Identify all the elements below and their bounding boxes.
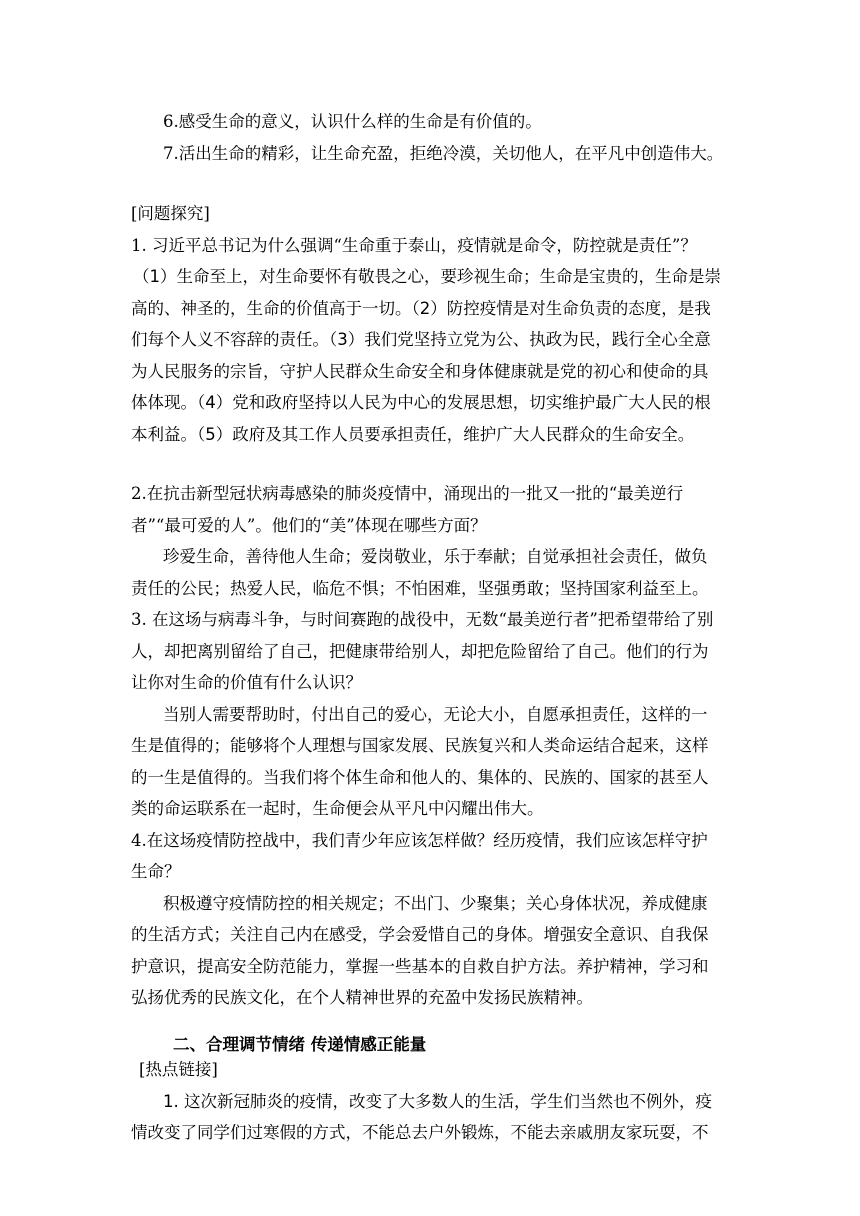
answer-2-line: 责任的公民；热爱人民，临危不惧；不怕困难，坚强勇敢；坚持国家利益至上。	[131, 579, 709, 598]
answer-4-line: 的生活方式；关注自己内在感受，学会爱惜自己的身体。增强安全意识、自我保	[131, 925, 709, 944]
answer-3-line: 生是值得的；能够将个人理想与国家发展、民族复兴和人类命运结合起来，这样	[131, 736, 709, 755]
answer-3-line: 类的命运联系在一起时，生命便会从平凡中闪耀出伟大。	[131, 799, 544, 818]
answer-1-line: 为人民服务的宗旨，守护人民群众生命安全和身体健康就是党的初心和使命的具	[131, 362, 709, 381]
goal-6: 6.感受生命的意义，认识什么样的生命是有价值的。	[163, 112, 542, 131]
question-4-line: 4.在这场疫情防控战中，我们青少年应该怎样做？经历疫情，我们应该怎样守护	[131, 831, 708, 850]
answer-2-line: 珍爱生命，善待他人生命；爱岗敬业，乐于奉献；自觉承担社会责任，做负	[163, 547, 708, 566]
answer-1-line: 们每个人义不容辞的责任。（3）我们党坚持立党为公、执政为民，践行全心全意	[131, 330, 711, 349]
explore-heading: [问题探究]	[131, 204, 210, 223]
question-2-line: 2.在抗击新型冠状病毒感染的肺炎疫情中，涌现出的一批又一批的“最美逆行	[131, 484, 684, 503]
answer-3-line: 的一生是值得的。当我们将个体生命和他人的、集体的、民族的、国家的甚至人	[131, 768, 709, 787]
question-3-line: 人，却把离别留给了自己，把健康带给别人，却把危险留给了自己。他们的行为	[131, 642, 709, 661]
section-2-title: 二、合理调节情绪 传递情感正能量	[173, 1035, 427, 1054]
answer-1-line: 体体现。（4）党和政府坚持以人民为中心的发展思想，切实维护最广大人民的根	[131, 393, 711, 412]
answer-1-line: 高的、神圣的，生命的价值高于一切。（2）防控疫情是对生命负责的态度，是我	[131, 299, 711, 318]
answer-4-line: 积极遵守疫情防控的相关规定；不出门、少聚集；关心身体状况，养成健康	[163, 894, 708, 913]
hot-link-paragraph-line: 1. 这次新冠肺炎的疫情，改变了大多数人的生活，学生们当然也不例外，疫	[163, 1092, 712, 1111]
answer-3-line: 当别人需要帮助时，付出自己的爱心，无论大小，自愿承担责任，这样的一	[163, 705, 708, 724]
answer-4-line: 弘扬优秀的民族文化，在个人精神世界的充盈中发扬民族精神。	[131, 988, 593, 1007]
hot-link-paragraph-line: 情改变了同学们过寒假的方式，不能总去户外锻炼，不能去亲戚朋友家玩耍，不	[131, 1123, 709, 1142]
question-3-line: 3. 在这场与病毒斗争，与时间赛跑的战役中，无数“最美逆行者”把希望带给了别	[131, 610, 714, 629]
goal-7: 7.活出生命的精彩，让生命充盈，拒绝冷漠，关切他人，在平凡中创造伟大。	[163, 144, 724, 163]
question-3-line: 让你对生命的价值有什么认识？	[131, 673, 362, 692]
question-2-line: 者”“最可爱的人”。他们的“美”体现在哪些方面？	[131, 516, 487, 535]
answer-1-line: （1）生命至上，对生命要怀有敬畏之心，要珍视生命；生命是宝贵的，生命是崇	[133, 267, 721, 286]
question-4-line: 生命？	[131, 862, 181, 881]
hot-link-heading: [热点链接]	[139, 1060, 218, 1079]
answer-1-line: 本利益。（5）政府及其工作人员要承担责任，维护广大人民群众的生命安全。	[131, 425, 695, 444]
question-1: 1. 习近平总书记为什么强调“生命重于泰山，疫情就是命令，防控就是责任”？	[131, 236, 697, 255]
answer-4-line: 护意识，提高安全防范能力，掌握一些基本的自救自护方法。养护精神，学习和	[131, 957, 709, 976]
